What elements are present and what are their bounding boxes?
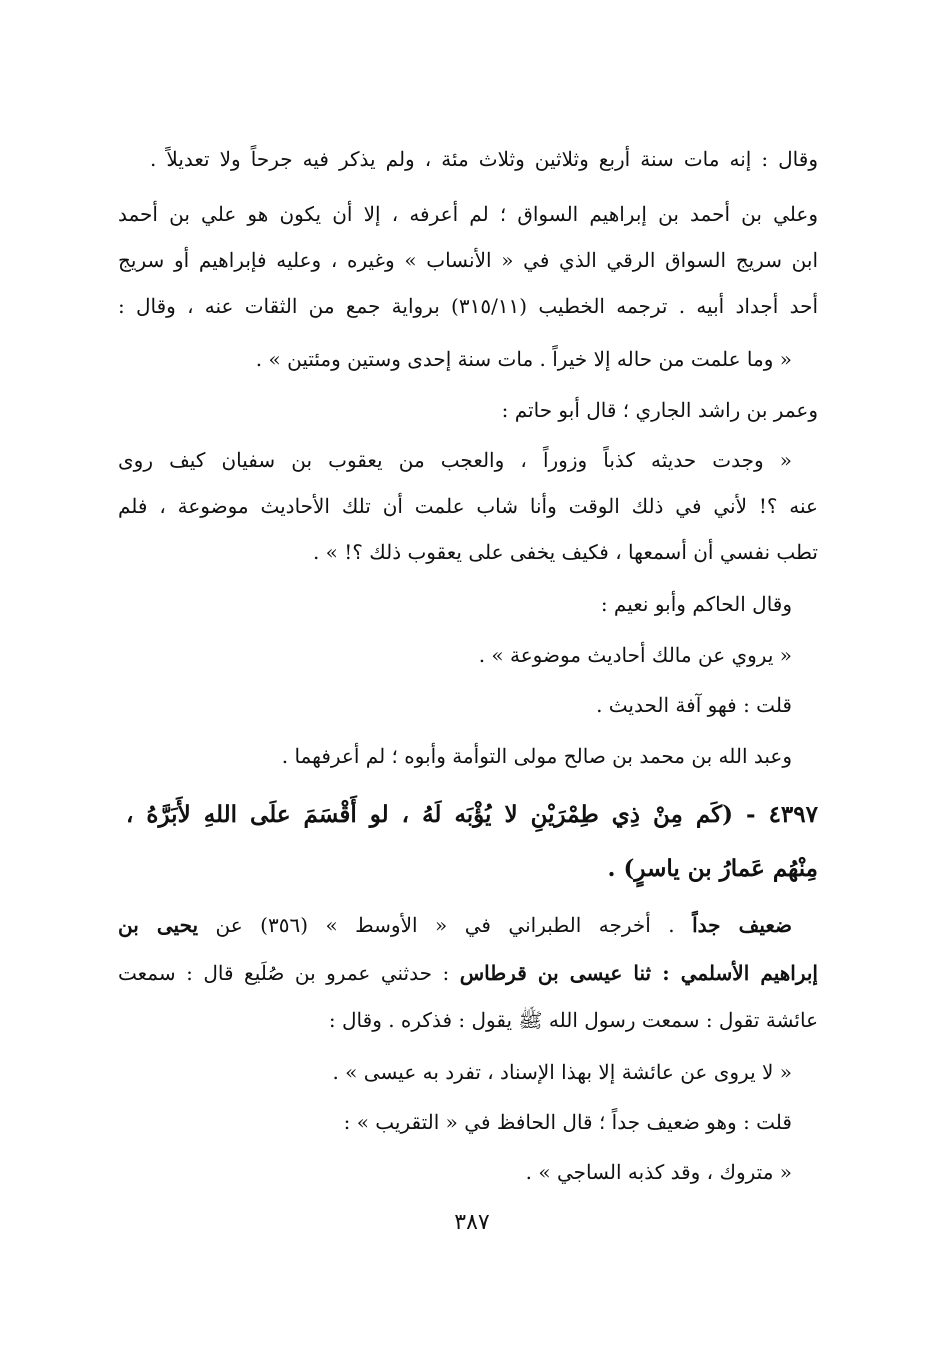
hadith-heading-line-1: ٤٣٩٧ - (كَم مِنْ ذِي طِمْرَيْنِ لا يُؤْبَه لَهُ ، لو أَقْسَمَ علَى اللهِ لأَبَرَّهُ ،	[126, 801, 818, 828]
takhrij-line-6: « متروك ، وقد كذبه الساجي » .	[525, 1160, 792, 1184]
takhrij-line-4: « لا يروى عن عائشة إلا بهذا الإسناد ، تفرد به عيسى » .	[332, 1060, 792, 1084]
grading-label: ضعيف جداً	[692, 913, 792, 937]
text-line-3: ابن سريج السواق الرقي الذي في « الأنساب » وغيره ، وعليه فإبراهيم أو سريج	[118, 248, 818, 272]
hadith-heading-line-2: مِنْهُم عَمارُ بن ياسرٍ) .	[607, 855, 818, 882]
takhrij-line-5: قلت : وهو ضعيف جداً ؛ قال الحافظ في « التقريب » :	[343, 1110, 792, 1134]
text-line-4: أحد أجداد أبيه . ترجمه الخطيب (٣١٥/١١) برواية جمع من الثقات عنه ، وقال :	[118, 294, 819, 318]
takhrij-source: . أخرجه الطبراني في « الأوسط » (٣٥٦) عن	[215, 913, 675, 937]
quote-line-2: « وجدت حديثه كذباً وزوراً ، والعجب من يعقوب بن سفيان كيف روى	[118, 448, 792, 472]
takhrij-line-1	[118, 910, 792, 940]
text-line-6: عنه ؟! لأني في ذلك الوقت وأنا شاب علمت أن تلك الأحاديث موضوعة ، فلم	[118, 494, 818, 518]
text-line-10: وعبد الله بن محمد بن صالح مولى التوأمة وأبوه ؛ لم أعرفهما .	[281, 744, 792, 768]
page-number: ٣٨٧	[454, 1210, 490, 1235]
narrator-chain-rest: : حدثني عمرو بن صُلَيع قال : سمعت	[118, 961, 450, 985]
takhrij-line-2	[118, 958, 818, 988]
narrator-chain: إبراهيم الأسلمي : ثنا عيسى بن قرطاس	[459, 961, 818, 985]
text-line-8: وقال الحاكم وأبو نعيم :	[600, 592, 792, 616]
text-line-7: تطب نفسي أن أسمعها ، فكيف يخفى على يعقوب ذلك ؟! » .	[312, 540, 818, 564]
takhrij-line-3: عائشة تقول : سمعت رسول الله ﷺ يقول : فذكره . وقال :	[328, 1008, 818, 1032]
text-line-1: وقال : إنه مات سنة أربع وثلاثين وثلاث مئة ، ولم يذكر فيه جرحاً ولا تعديلاً .	[150, 147, 818, 171]
text-line-9: قلت : فهو آفة الحديث .	[596, 693, 792, 717]
text-line-5: وعمر بن راشد الجاري ؛ قال أبو حاتم :	[501, 398, 818, 422]
narrator-name: يحيى بن	[118, 913, 199, 937]
quote-line-1: « وما علمت من حاله إلا خيراً . مات سنة إحدى وستين ومئتين » .	[255, 347, 792, 371]
quote-line-3: « يروي عن مالك أحاديث موضوعة » .	[478, 643, 792, 667]
text-line-2: وعلي بن أحمد بن إبراهيم السواق ؛ لم أعرفه ، إلا أن يكون هو علي بن أحمد	[118, 202, 818, 226]
